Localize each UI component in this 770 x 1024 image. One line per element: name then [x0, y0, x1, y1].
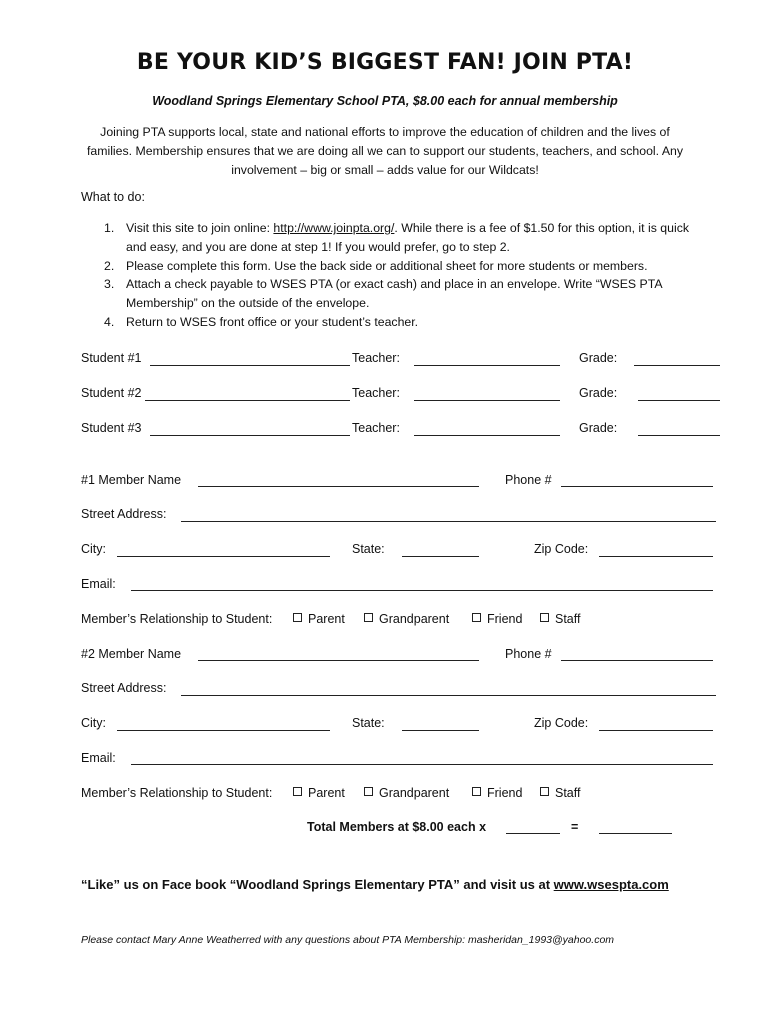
step-text: Attach a check payable to WSES PTA (or exact cash) and place in an envelope. Write “WSES PTA Membership” on the outside of the envelope.	[126, 277, 662, 311]
member-2-grandparent-checkbox[interactable]	[364, 786, 449, 800]
member-2-email-field[interactable]	[131, 764, 713, 765]
total-members-label: Total Members at $8.00 each x	[307, 820, 487, 834]
member-1-staff-checkbox[interactable]	[540, 612, 580, 626]
student-2-label: Student #2	[81, 386, 142, 400]
member-2-staff-checkbox[interactable]	[540, 786, 580, 800]
page-title: BE YOUR KID’S BIGGEST FAN! JOIN PTA!	[136, 50, 634, 75]
option-label: Staff	[555, 612, 581, 626]
checkbox-icon	[472, 613, 481, 622]
instruction-step	[104, 219, 704, 257]
student-2-teacher-field[interactable]	[414, 400, 560, 401]
like-text: “Like” us on Face book “Woodland Springs Elementary PTA” and visit us at	[81, 877, 554, 892]
student-2-teacher-label: Teacher:	[352, 386, 400, 400]
member-1-grandparent-checkbox[interactable]	[364, 612, 449, 626]
member-1-street-label: Street Address:	[81, 507, 167, 521]
step-number: 2.	[104, 258, 115, 273]
total-equals-sign: =	[571, 820, 579, 834]
instruction-step	[104, 275, 704, 313]
member-1-city-label: City:	[81, 542, 106, 556]
student-3-teacher-label: Teacher:	[352, 421, 400, 435]
member-2-zip-field[interactable]	[599, 730, 713, 731]
member-2-zip-label: Zip Code:	[534, 716, 589, 730]
member-1-email-label: Email:	[81, 577, 116, 591]
student-2-name-field[interactable]	[145, 400, 350, 401]
member-1-name-field[interactable]	[198, 486, 479, 487]
member-1-phone-label: Phone #	[505, 473, 552, 487]
member-2-phone-field[interactable]	[561, 660, 713, 661]
member-1-city-field[interactable]	[117, 556, 330, 557]
member-1-street-field[interactable]	[181, 521, 716, 522]
member-2-email-label: Email:	[81, 751, 116, 765]
member-2-state-label: State:	[352, 716, 385, 730]
student-1-grade-label: Grade:	[579, 351, 618, 365]
option-label: Grandparent	[379, 786, 450, 800]
student-1-teacher-label: Teacher:	[352, 351, 400, 365]
member-1-relationship-label: Member’s Relationship to Student:	[81, 612, 273, 626]
contact-note: Please contact Mary Anne Weatherred with any questions about PTA Membership: masheridan_1993@yahoo.com	[81, 934, 615, 946]
step-number: 4.	[104, 314, 115, 329]
member-2-name-field[interactable]	[198, 660, 479, 661]
option-label: Friend	[487, 786, 523, 800]
member-1-friend-checkbox[interactable]	[472, 612, 522, 626]
member-2-friend-checkbox[interactable]	[472, 786, 522, 800]
intro-paragraph: Joining PTA supports local, state and national efforts to improve the education of children and the lives of families. Membership ensures that we are doing all we can to support our students, teachers, and school. Any involvement – big or small – adds value for our Wildcats!	[86, 125, 684, 177]
member-2-city-field[interactable]	[117, 730, 330, 731]
option-label: Parent	[308, 612, 345, 626]
student-3-teacher-field[interactable]	[414, 435, 560, 436]
checkbox-icon	[364, 787, 373, 796]
total-amount-field[interactable]	[599, 833, 672, 834]
member-1-parent-checkbox[interactable]	[293, 612, 345, 626]
member-1-email-field[interactable]	[131, 590, 713, 591]
step-number: 3.	[104, 277, 115, 292]
wsespta-website-link[interactable]: www.wsespta.com	[553, 877, 669, 892]
member-2-street-field[interactable]	[181, 695, 716, 696]
total-members-count-field[interactable]	[506, 833, 560, 834]
checkbox-icon	[472, 787, 481, 796]
option-label: Grandparent	[379, 612, 450, 626]
student-3-grade-label: Grade:	[579, 421, 618, 435]
instructions-heading: What to do:	[81, 190, 145, 204]
student-1-label: Student #1	[81, 351, 142, 365]
checkbox-icon	[293, 787, 302, 796]
member-2-state-field[interactable]	[402, 730, 479, 731]
step-text: Please complete this form. Use the back side or additional sheet for more students or members.	[126, 258, 648, 273]
member-1-name-label: #1 Member Name	[81, 473, 182, 487]
facebook-like-line	[81, 877, 669, 892]
member-2-street-label: Street Address:	[81, 681, 167, 695]
instructions-list	[104, 219, 704, 332]
step-number: 1.	[104, 221, 115, 235]
member-2-relationship-label: Member’s Relationship to Student:	[81, 786, 273, 800]
member-2-city-label: City:	[81, 716, 106, 730]
student-1-name-field[interactable]	[150, 365, 350, 366]
option-label: Staff	[555, 786, 581, 800]
member-2-phone-label: Phone #	[505, 647, 552, 661]
member-1-phone-field[interactable]	[561, 486, 713, 487]
checkbox-icon	[293, 613, 302, 622]
step-text: Return to WSES front office or your student’s teacher.	[126, 314, 419, 329]
student-3-grade-field[interactable]	[638, 435, 720, 436]
option-label: Friend	[487, 612, 523, 626]
student-1-teacher-field[interactable]	[414, 365, 560, 366]
student-1-grade-field[interactable]	[634, 365, 720, 366]
step-text: Visit this site to join online:	[126, 221, 274, 235]
joinpta-link[interactable]: http://www.joinpta.org/	[273, 221, 395, 235]
option-label: Parent	[308, 786, 345, 800]
step-text: . While there is a fee of $1.50 for this option, it is quick and easy, and you are done at step 1! If you would prefer, go to step 2.	[126, 221, 689, 254]
checkbox-icon	[540, 787, 549, 796]
checkbox-icon	[540, 613, 549, 622]
student-2-grade-field[interactable]	[638, 400, 720, 401]
student-3-label: Student #3	[81, 421, 142, 435]
member-1-zip-field[interactable]	[599, 556, 713, 557]
member-2-name-label: #2 Member Name	[81, 647, 182, 661]
instruction-step	[104, 313, 704, 332]
member-2-parent-checkbox[interactable]	[293, 786, 345, 800]
student-2-grade-label: Grade:	[579, 386, 618, 400]
page-subtitle: Woodland Springs Elementary School PTA, $8.00 each for annual membership	[152, 94, 618, 108]
instruction-step	[104, 257, 704, 276]
member-1-state-field[interactable]	[402, 556, 479, 557]
member-1-zip-label: Zip Code:	[534, 542, 589, 556]
member-1-state-label: State:	[352, 542, 385, 556]
checkbox-icon	[364, 613, 373, 622]
student-3-name-field[interactable]	[150, 435, 350, 436]
